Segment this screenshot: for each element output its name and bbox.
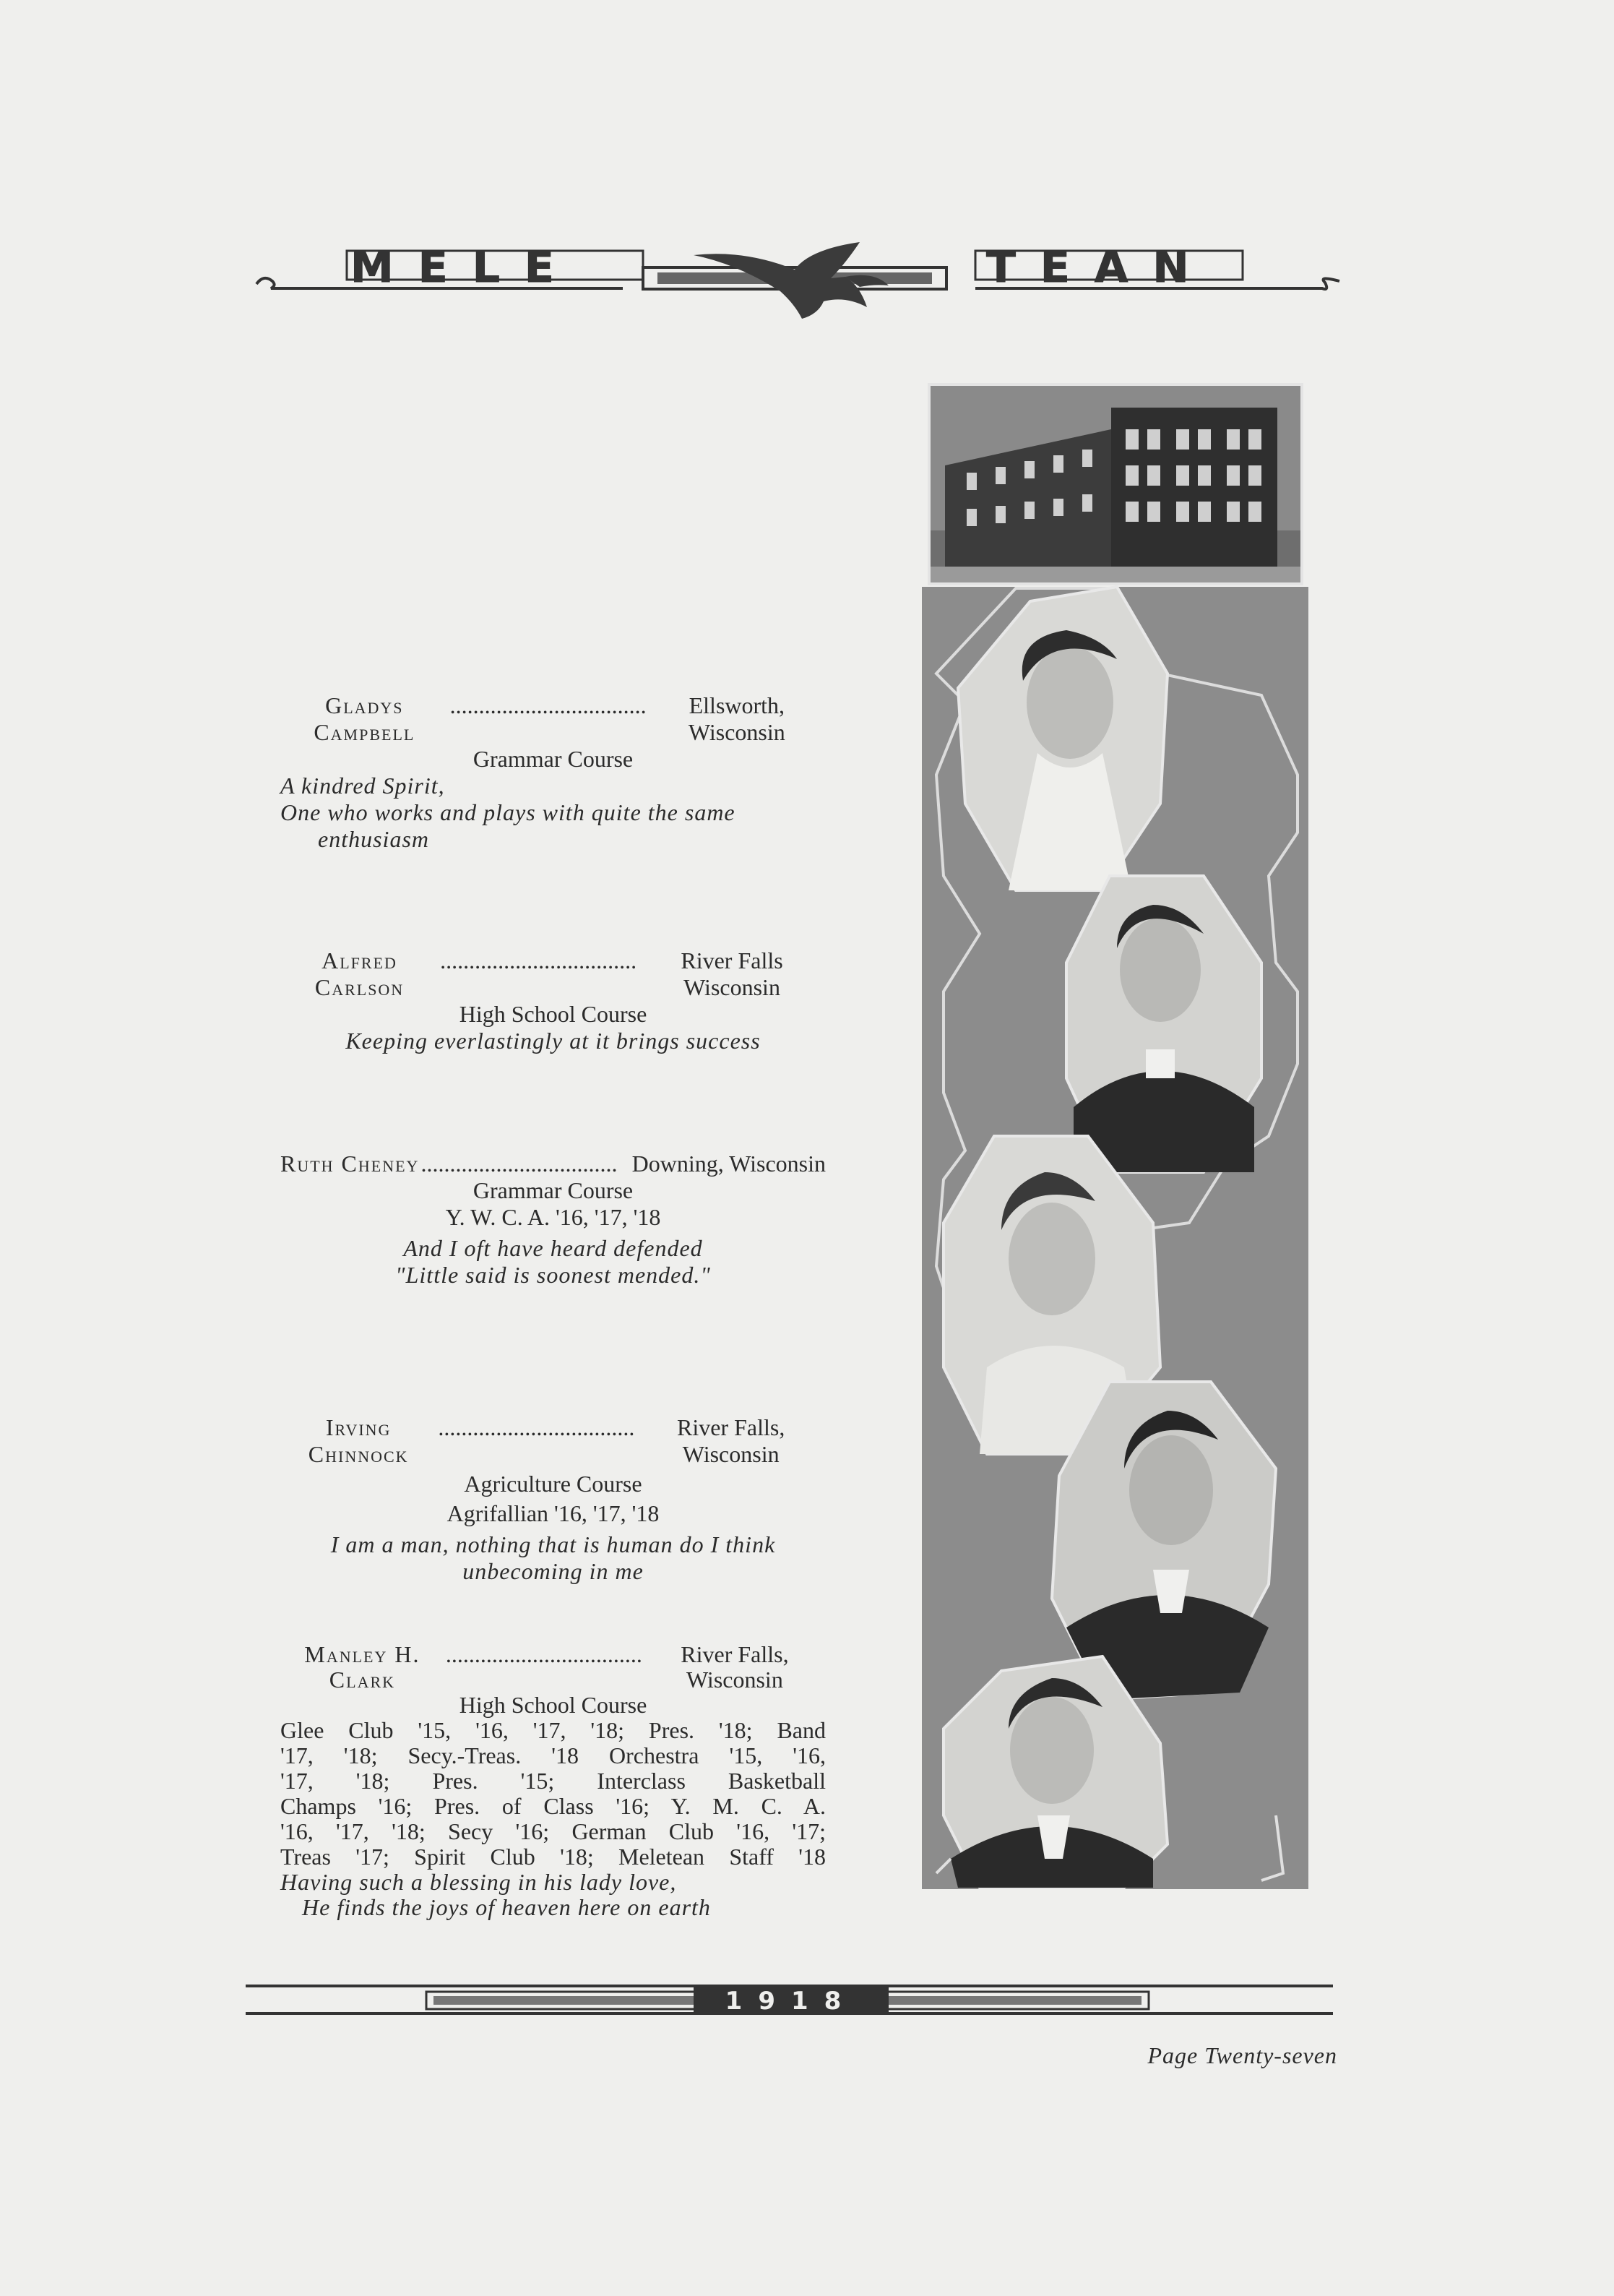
course: Grammar Course: [472, 746, 634, 772]
activities: Agrifallian '16, '17, '18: [446, 1500, 660, 1526]
name-line: [280, 692, 826, 746]
footer-rule: [246, 1982, 1333, 2025]
student-name: Alfred Carlson: [314, 947, 405, 1000]
student-entry: [280, 692, 826, 853]
student-name: Ruth Cheney: [280, 1151, 420, 1177]
portrait-gladys-campbell: [958, 587, 1168, 890]
photo-column: [922, 377, 1308, 1889]
name-line: [280, 1642, 826, 1693]
portrait-irving-chinnock: [1052, 1382, 1276, 1700]
hometown: Ellsworth, Wisconsin: [688, 692, 785, 745]
page-number: Page Twenty-seven: [1147, 2042, 1337, 2068]
quote-line: unbecoming in me: [462, 1558, 644, 1584]
quote-line: And I oft have heard defended: [403, 1235, 703, 1261]
year-label: 1918: [725, 1987, 858, 2016]
quote-line: A kindred Spirit,: [280, 773, 445, 799]
hometown: Downing, Wisconsin: [631, 1151, 826, 1177]
leader-dots: ..................................: [440, 947, 637, 973]
student-name: Gladys Campbell: [314, 692, 415, 745]
name-line: [280, 1151, 826, 1177]
course: High School Course: [459, 1692, 647, 1718]
student-entry: [280, 1642, 826, 1920]
portrait-panel: [922, 587, 1308, 1889]
yearbook-header: [253, 235, 1344, 329]
student-name: Irving Chinnock: [308, 1414, 409, 1467]
leader-dots: ..................................: [445, 1641, 642, 1667]
name-line: [280, 947, 826, 1001]
activities-line: Treas '17; Spirit Club '18; Meletean Staff '18: [280, 1844, 826, 1870]
hometown: River Falls, Wisconsin: [677, 1414, 785, 1467]
quote-line: Keeping everlastingly at it brings success: [345, 1028, 761, 1054]
header-word-left: MELE: [350, 242, 579, 293]
hometown: River Falls, Wisconsin: [681, 1641, 789, 1693]
leader-dots: ..................................: [449, 692, 647, 718]
quote-line: Having such a blessing in his lady love,: [280, 1869, 677, 1895]
student-entry: [280, 1414, 826, 1585]
quote-line: I am a man, nothing that is human do I think: [330, 1531, 776, 1557]
quote-line: One who works and plays with quite the same: [280, 799, 735, 825]
course: High School Course: [459, 1001, 647, 1027]
student-name: Manley H. Clark: [304, 1641, 420, 1693]
student-entry: [280, 1151, 826, 1289]
school-building-photo: [928, 383, 1303, 585]
course: Grammar Course: [472, 1177, 634, 1203]
building-image: [931, 386, 1300, 582]
activities: Y. W. C. A. '16, '17, '18: [445, 1204, 661, 1230]
activities-line: Champs '16; Pres. of Class '16; Y. M. C. A.: [280, 1793, 826, 1819]
course: Agriculture Course: [464, 1471, 642, 1497]
activities-line: '17, '18; Secy.-Treas. '18 Orchestra '15, '16,: [280, 1742, 826, 1768]
activities-line: Glee Club '15, '16, '17, '18; Pres. '18; Band: [280, 1717, 826, 1743]
portrait-frames: [922, 587, 1308, 1889]
activities-line: '16, '17, '18; Secy '16; German Club '16, '17;: [280, 1818, 826, 1844]
quote-line: "Little said is soonest mended.": [395, 1262, 711, 1288]
eagle-icon: [629, 235, 968, 322]
hometown: River Falls Wisconsin: [681, 947, 783, 1000]
quote-line: He finds the joys of heaven here on earth: [302, 1894, 711, 1920]
student-entry: [280, 947, 826, 1054]
quote-line: enthusiasm: [318, 826, 429, 852]
portrait-alfred-carlson: [1066, 876, 1261, 1172]
leader-dots: ..................................: [438, 1414, 635, 1440]
leader-dots: ..................................: [420, 1151, 618, 1177]
name-line: [280, 1414, 826, 1468]
activities-line: '17, '18; Pres. '15; Interclass Basketball: [280, 1768, 826, 1794]
header-word-right: TEAN: [986, 242, 1214, 293]
